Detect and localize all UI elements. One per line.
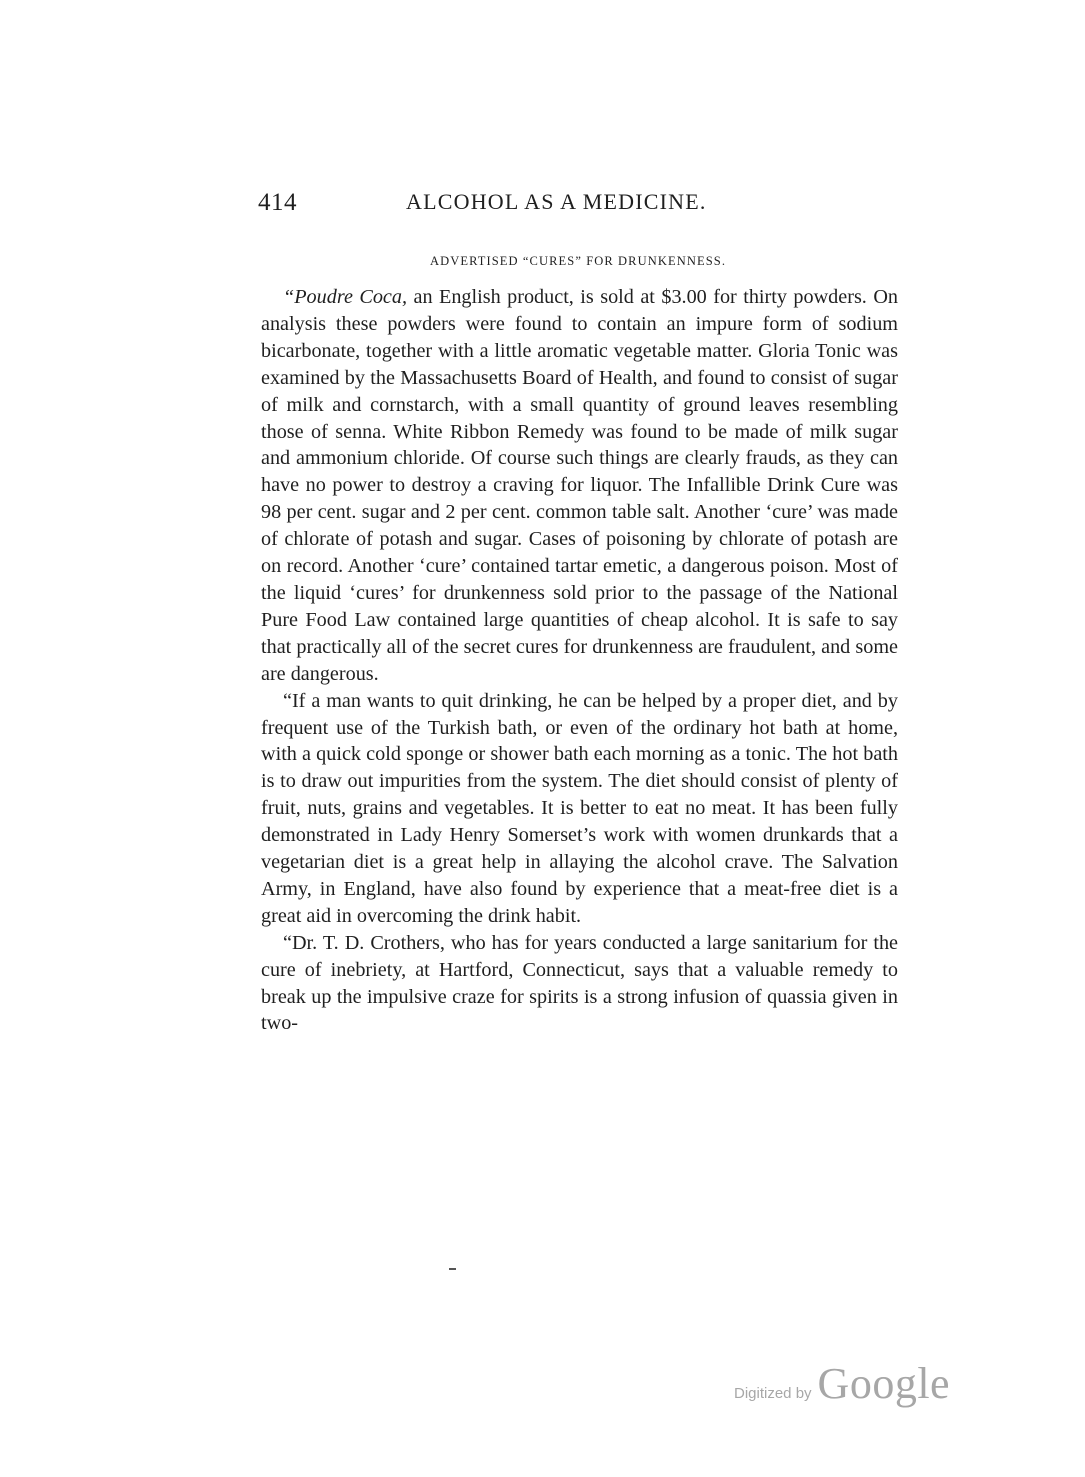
running-head xyxy=(258,189,898,225)
paragraph-text: “If a man wants to quit drinking, he can be helped by a proper diet, and by frequent use of the Turkish bath, or even of the ordinary hot bath at home, with a quick cold sponge or shower bath each morning as a tonic. The hot bath is to draw out impurities from the system. The diet should consist of plenty of fruit, nuts, grains and vegetables. It is better to eat no meat. It has been fully demonstrated in Lady Henry Somerset’s work with women drunkards that a vegetarian diet is a great help in allaying the alcohol crave. The Salvation Army, in England, have also found by experience that a meat-free diet is a great aid in overcoming the drink habit. xyxy=(261,689,898,927)
paragraph-crothers xyxy=(261,930,898,1038)
digitized-by-google-watermark xyxy=(734,1358,950,1410)
paragraph-text: an English product, is sold at $3.00 for thirty powders. On analysis these powders were found to contain an impure form of sodium bicarbonate, together with a little aromatic vegetable matter. Gloria Tonic was examined by the Massachusetts Board of Health, and found to consist of sugar of milk and cornstarch, with a small quantity of ground leaves resembling those of senna. White Ribbon Remedy was found to be made of milk sugar and ammonium chloride. Of course such things are clearly frauds, as they can have no power to destroy a craving for liquor. The Infallible Drink Cure was 98 per cent. sugar and 2 per cent. common table salt. Another ‘cure’ was made of chlorate of potash and sugar. Cases of poisoning by chlorate of potash are on record. Another ‘cure’ contained tartar emetic, a dangerous poison. Most of the liquid ‘cures’ for drunkenness sold prior to the passage of the National Pure Food Law contained large quantities of cheap alcohol. It is safe to say that practically all of the secret cures for drunkenness are fraudulent, and some are dangerous. xyxy=(261,286,898,685)
section-heading: ADVERTISED “CURES” FOR DRUNKENNESS. xyxy=(429,254,727,268)
google-logo: Google xyxy=(817,1359,951,1408)
page-number: 414 xyxy=(258,189,297,216)
scan-mark xyxy=(449,1268,456,1270)
paragraph-text: “Dr. T. D. Crothers, who has for years conducted a large sanitarium for the cure of inebriety, at Hartford, Connecticut, says that a valuable remedy to break up the impulsive craze for spirits is a strong infusion of quassia given in two- xyxy=(261,931,898,1035)
product-name-italic: “Poudre Coca, xyxy=(283,286,408,308)
paragraph-diet-advice xyxy=(261,688,898,930)
digitized-label: Digitized by xyxy=(734,1385,812,1402)
paragraph-poudre-coca xyxy=(261,284,898,688)
running-title: ALCOHOL AS A MEDICINE. xyxy=(406,189,707,214)
body-text xyxy=(261,284,898,1037)
